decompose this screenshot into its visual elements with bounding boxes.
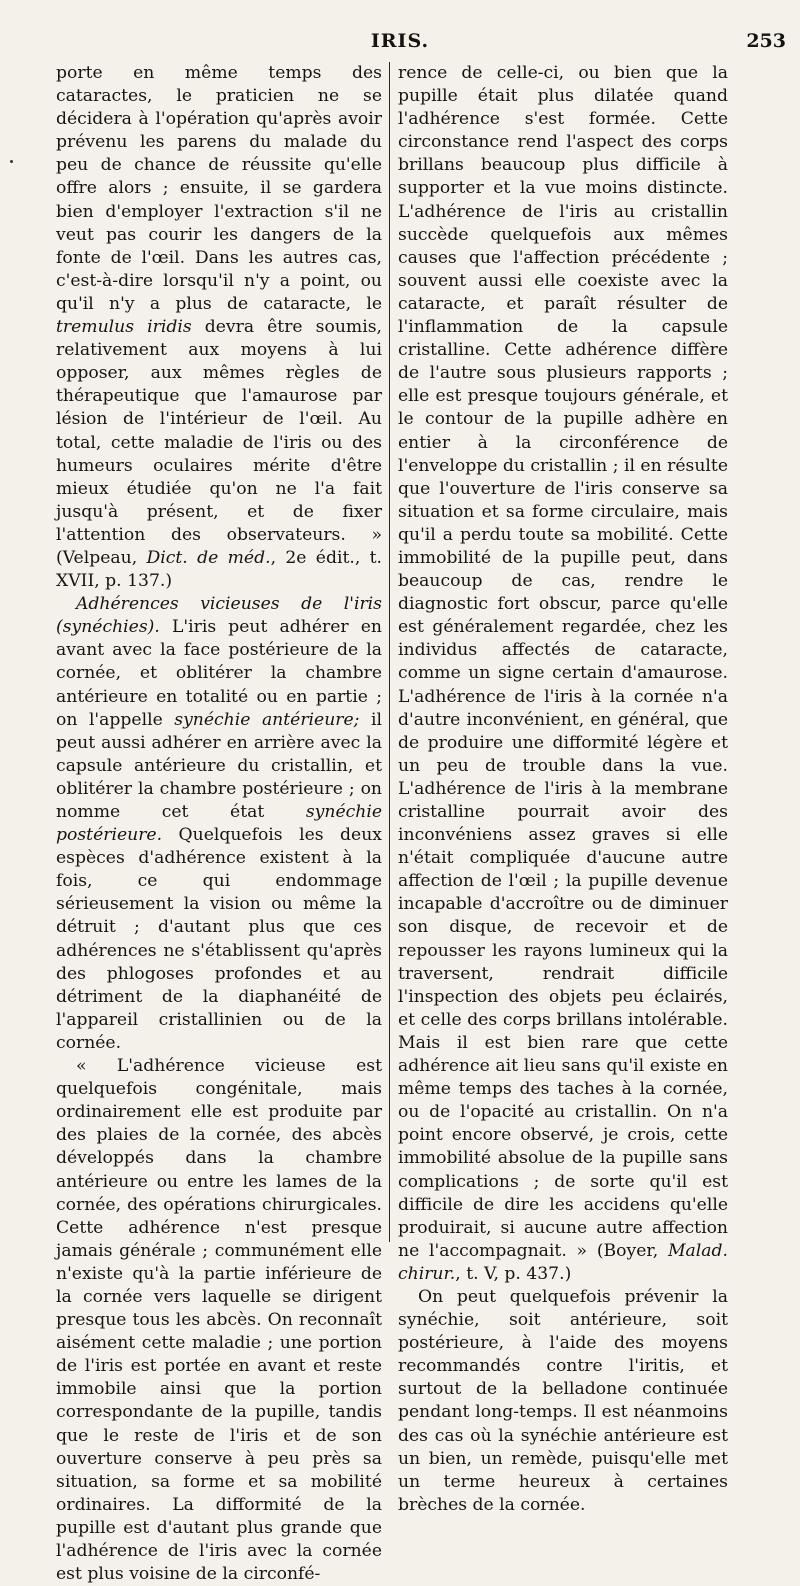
running-title: IRIS. [370,30,430,52]
italic-term: synéchie antérieure; [174,709,360,730]
column-divider [389,62,390,1242]
italic-citation: Malad. chirur. [398,1240,728,1284]
italic-term: tremulus iridis [56,317,192,338]
paragraph: On peut quelquefois prévenir la synéchie, soit antérieure, soit postérieure, à l'aide des moyens recommandés contre l'iritis, et surtout de la belladone continuée pendant long-temps. Il est néanmoins des cas où la synéchie antérieure est un bien, un remède, puisqu'elle met un terme heureux à certaines brèches de la cornée. [398,1286,728,1515]
page-number: 253 [746,30,786,52]
paragraph: « L'adhérence vicieuse est quelquefois congénitale, mais ordinairement elle est produite par des plaies de la cornée, des abcès développés dans la chambre antérieure ou entre les lames de la cornée, des opérations chirurgicales. Cette adhérence n'est presque jamais générale ; communément elle n'existe qu'à la partie inférieure de la cornée vers laquelle se dirigent presque tous les abcès. On reconnaît aisément cette maladie ; une portion de l'iris est portée en avant et reste immobile ainsi que la portion correspondante de la pupille, tandis que le reste de l'iris et de son ouverture conserve à peu près sa situation, sa forme et sa mobilité ordinaires. La difformité de la pupille est d'autant plus grande que l'adhérence de l'iris avec la cornée est plus voisine de la circonfé- [56,1056,382,1585]
paragraph: rence de celle-ci, ou bien que la pupille était plus dilatée quand l'adhérence s'est formée. Cette circonstance rend l'aspect des corps brillans beaucoup plus difficile à supporter et la vue moins distincte. L'adhérence de l'iris au cristallin succède quelquefois aux mêmes causes que l'affection précédente ; souvent aussi elle coexiste avec la cataracte, et paraît résulter de l'inflammation de la capsule cristalline. Cette adhérence diffère de l'autre sous plusieurs rapports ; elle est presque toujours générale, et le contour de la pupille adhère en entier à la circonférence de l'enveloppe du cristallin ; il en résulte que l'ouverture de l'iris conserve sa situation et sa forme circulaire, mais qu'il a perdu toute sa mobilité. Cette immobilité de la pupille peut, dans beaucoup de cas, rendre le diagnostic fort obscur, parce qu'elle est généralement regardée, chez les individus affectés de cataracte, comme un signe certain d'amaurose. L'adhérence de l'iris à la cornée n'a d'autre inconvénient, en général, que de produire une difformité légère et un peu de trouble dans la vue. L'adhérence de l'iris à la membrane cristalline pourrait avoir des inconvéniens assez graves si elle n'était compliquée d'aucune autre affection de l'œil ; la pupille devenue incapable d'accroître ou de diminuer son disque, de recevoir et de repousser les rayons lumineux qui la traversent, rendrait difficile l'inspection des objets peu éclairés, et celle des corps brillans intolérable. Mais il est bien rare que cette adhérence ait lieu sans qu'il existe en même temps des taches à la cornée, ou de l'opacité au cristallin. On n'a point encore observé, je crois, cette immobilité absolue de la pupille sans complications ; de sorte qu'il est difficile de dire les accidens qu'elle produirait, si aucune autre affection ne l'accompagnait. » (Boyer, Malad. chirur., t. V, p. 437.) [398,63,728,1284]
right-column [398,62,728,1517]
italic-term: synéchie postérieure. [56,802,382,846]
paragraph: Adhérences vicieuses de l'iris (synéchies). L'iris peut adhérer en avant avec la face postérieure de la cornée, et oblitérer la chambre antérieure en totalité ou en partie ; on l'appelle synéchie antérieure; il peut aussi adhérer en arrière avec la capsule antérieure du cristallin, et oblitérer la chambre postérieure ; on nomme cet état synéchie postérieure. Quelquefois les deux espèces d'adhérence existent à la fois, ce qui endommage sérieusement la vision ou même la détruit ; d'autant plus que ces adhérences ne s'établissent qu'après des phlogoses profondes et au détriment de la diaphanéité de l'appareil cristallinien ou de la cornée. [56,594,382,1053]
left-column [56,62,382,1586]
paragraph: porte en même temps des cataractes, le praticien ne se décidera à l'opération qu'après avoir prévenu les parens du malade du peu de chance de réussite qu'elle offre alors ; ensuite, il se gardera bien d'employer l'extraction s'il ne veut pas courir les dangers de la fonte de l'œil. Dans les autres cas, c'est-à-dire lorsqu'il n'y a point, ou qu'il n'y a plus de cataracte, le tremulus iridis devra être soumis, relativement aux moyens à lui opposer, aux mêmes règles de thérapeutique que l'amaurose par lésion de l'intérieur de l'œil. Au total, cette maladie de l'iris ou des humeurs oculaires mérite d'être mieux étudiée qu'on ne l'a fait jusqu'à présent, et de fixer l'attention des observateurs. » (Velpeau, Dict. de méd., 2e édit., t. XVII, p. 137.) [56,63,383,592]
italic-citation: Dict. de méd. [146,547,271,568]
section-heading: Adhérences vicieuses de l'iris (synéchies). [56,594,382,638]
margin-speck [10,160,13,163]
